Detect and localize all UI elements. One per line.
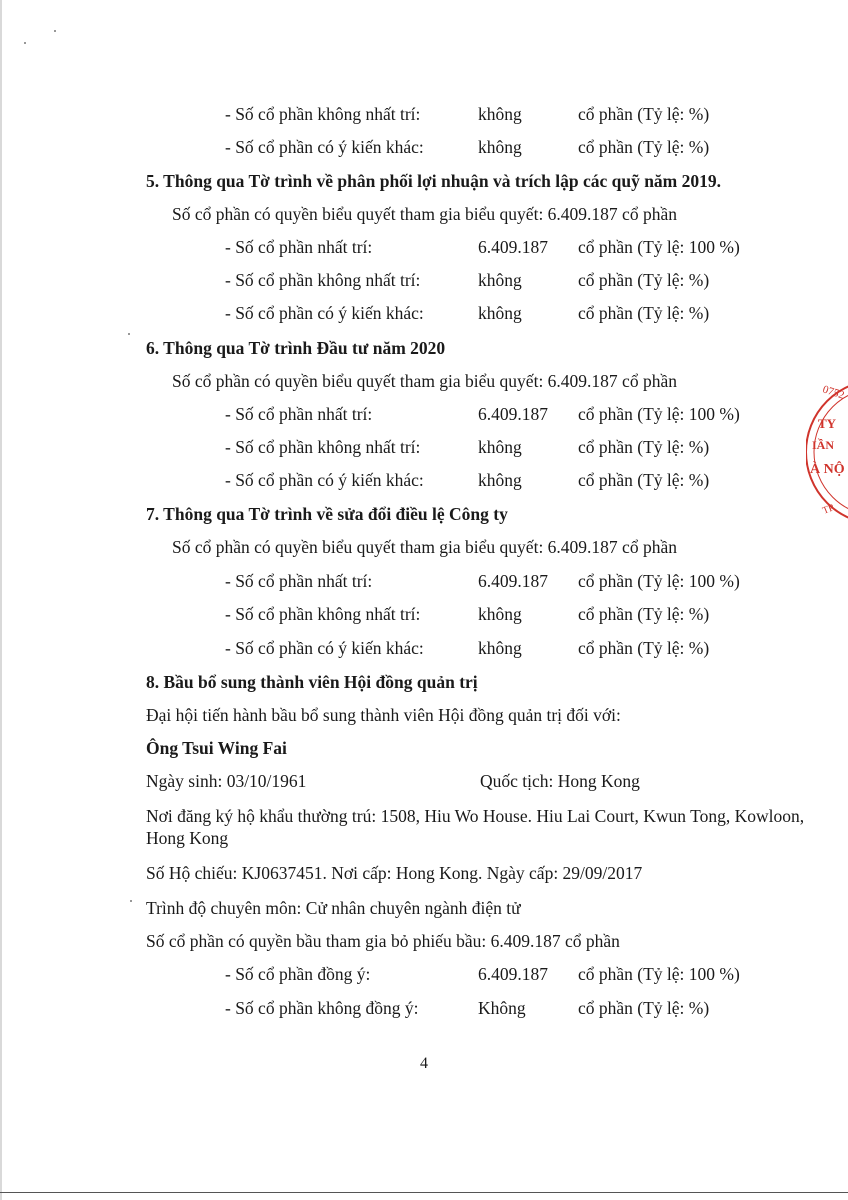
vote-label: - Số cổ phần có ý kiến khác: xyxy=(225,137,424,157)
vote-value: không xyxy=(478,437,522,457)
vote-value: không xyxy=(478,638,522,658)
section-heading: 6. Thông qua Tờ trình Đầu tư năm 2020 xyxy=(146,338,446,358)
vote-label: - Số cổ phần có ý kiến khác: xyxy=(225,303,424,323)
vote-unit: cổ phần (Tỷ lệ: 100 %) xyxy=(578,404,740,424)
section-total: Số cổ phần có quyền biểu quyết tham gia biểu quyết: 6.409.187 cổ phần xyxy=(172,537,677,557)
vote-unit: cổ phần (Tỷ lệ: %) xyxy=(578,104,710,124)
vote-label: - Số cổ phần nhất trí: xyxy=(225,404,373,424)
vote-label: - Số cổ phần có ý kiến khác: xyxy=(225,638,424,658)
company-seal xyxy=(806,372,848,532)
vote-unit: cổ phần (Tỷ lệ: 100 %) xyxy=(578,237,740,257)
seal-text: À NỘ xyxy=(810,462,845,477)
page-number: 4 xyxy=(420,1055,428,1072)
candidate-qualification: Trình độ chuyên môn: Cử nhân chuyên ngành điện tử xyxy=(146,898,521,918)
scan-bottom-edge xyxy=(0,1192,848,1193)
vote-label: - Số cổ phần nhất trí: xyxy=(225,571,373,591)
vote-value: Không xyxy=(478,998,526,1018)
vote-label: - Số cổ phần không nhất trí: xyxy=(225,437,421,457)
vote-unit: cổ phần (Tỷ lệ: %) xyxy=(578,437,710,457)
candidate-nationality: Quốc tịch: Hong Kong xyxy=(480,771,640,791)
vote-value: không xyxy=(478,270,522,290)
vote-unit: cổ phần (Tỷ lệ: %) xyxy=(578,270,710,290)
vote-unit: cổ phần (Tỷ lệ: %) xyxy=(578,470,710,490)
vote-value: không xyxy=(478,303,522,323)
vote-unit: cổ phần (Tỷ lệ: %) xyxy=(578,303,710,323)
section-heading: 7. Thông qua Tờ trình về sửa đổi điều lệ Công ty xyxy=(146,504,508,524)
vote-label: - Số cổ phần có ý kiến khác: xyxy=(225,470,424,490)
election-total: Số cổ phần có quyền bầu tham gia bỏ phiếu bầu: 6.409.187 cổ phần xyxy=(146,931,620,951)
vote-unit: cổ phần (Tỷ lệ: 100 %) xyxy=(578,571,740,591)
vote-unit: cổ phần (Tỷ lệ: %) xyxy=(578,604,710,624)
vote-value: 6.409.187 xyxy=(478,571,548,591)
seal-text: TY xyxy=(818,416,837,431)
seal-text: 0752 xyxy=(821,383,846,402)
vote-value: 6.409.187 xyxy=(478,404,548,424)
vote-label: - Số cổ phần không nhất trí: xyxy=(225,270,421,290)
vote-label: - Số cổ phần không đồng ý: xyxy=(225,998,419,1018)
vote-unit: cổ phần (Tỷ lệ: 100 %) xyxy=(578,964,740,984)
seal-text: TP xyxy=(821,502,836,517)
candidate-passport: Số Hộ chiếu: KJ0637451. Nơi cấp: Hong Kong. Ngày cấp: 29/09/2017 xyxy=(146,863,643,883)
vote-label: - Số cổ phần không nhất trí: xyxy=(225,104,421,124)
vote-value: 6.409.187 xyxy=(478,964,548,984)
vote-unit: cổ phần (Tỷ lệ: %) xyxy=(578,137,710,157)
vote-value: 6.409.187 xyxy=(478,237,548,257)
vote-unit: cổ phần (Tỷ lệ: %) xyxy=(578,998,710,1018)
election-intro: Đại hội tiến hành bầu bổ sung thành viên Hội đồng quản trị đối với: xyxy=(146,705,621,725)
vote-value: không xyxy=(478,104,522,124)
vote-unit: cổ phần (Tỷ lệ: %) xyxy=(578,638,710,658)
section-heading: 5. Thông qua Tờ trình về phân phối lợi nhuận và trích lập các quỹ năm 2019. xyxy=(146,171,722,191)
section-total: Số cổ phần có quyền biểu quyết tham gia biểu quyết: 6.409.187 cổ phần xyxy=(172,371,677,391)
candidate-address: Nơi đăng ký hộ khẩu thường trú: 1508, Hiu Wo House. Hiu Lai Court, Kwun Tong, Kowloon, Hong Kong xyxy=(146,806,805,848)
section-total: Số cổ phần có quyền biểu quyết tham gia biểu quyết: 6.409.187 cổ phần xyxy=(172,204,677,224)
candidate-dob: Ngày sinh: 03/10/1961 xyxy=(146,771,307,791)
vote-label: - Số cổ phần đồng ý: xyxy=(225,964,371,984)
section-heading: 8. Bầu bổ sung thành viên Hội đồng quản trị xyxy=(146,672,478,692)
seal-text: IẦN xyxy=(812,438,835,452)
vote-value: không xyxy=(478,604,522,624)
candidate-name: Ông Tsui Wing Fai xyxy=(146,738,287,758)
vote-label: - Số cổ phần không nhất trí: xyxy=(225,604,421,624)
vote-label: - Số cổ phần nhất trí: xyxy=(225,237,373,257)
vote-value: không xyxy=(478,470,522,490)
vote-value: không xyxy=(478,137,522,157)
